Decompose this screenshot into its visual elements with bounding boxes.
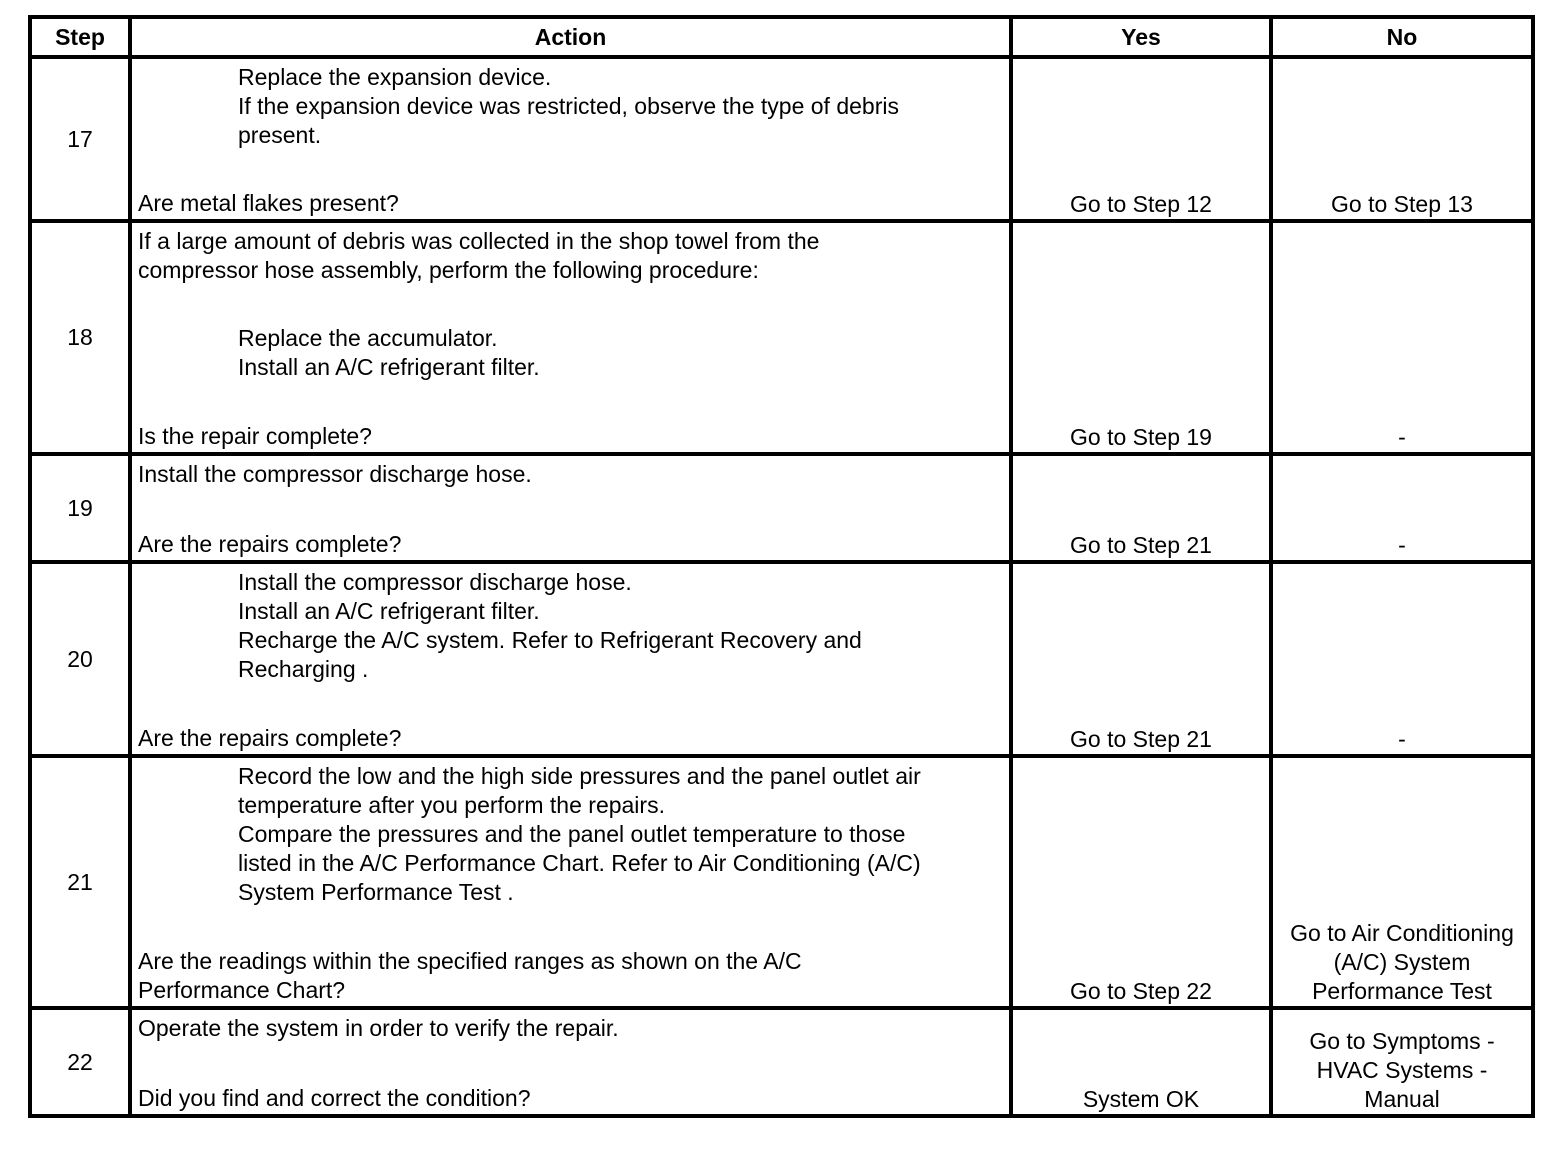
yes-result (1011, 221, 1271, 454)
yes-result (1011, 57, 1271, 221)
header-action: Action (130, 17, 1011, 57)
yes-result (1011, 1008, 1271, 1116)
header-row (30, 17, 1533, 57)
procedure-item: Replace the expansion device. (238, 64, 552, 90)
no-result (1271, 454, 1533, 562)
procedure-list (138, 762, 1003, 907)
yes-result (1011, 562, 1271, 756)
step-instruction: Operate the system in order to verify the repair. (138, 1015, 619, 1041)
action-cell (130, 1008, 1011, 1116)
header-step: Step (30, 17, 130, 57)
yes-result (1011, 756, 1271, 1008)
table-row (30, 562, 1533, 756)
step-question: Are metal flakes present? (138, 190, 399, 216)
yes-result-text: System OK (1082, 1086, 1200, 1112)
step-question: Are the readings within the specified ranges as shown on the A/C Performance Chart? (138, 948, 802, 1003)
yes-result-text: Go to Step 19 (1070, 424, 1212, 450)
table-row (30, 1008, 1533, 1116)
procedure-item: Install the compressor discharge hose. (238, 569, 632, 595)
no-result (1271, 756, 1533, 1008)
procedure-item: Compare the pressures and the panel outlet temperature to those listed in the A/C Performance Chart. Refer to Air Conditioning (A/C) System Performance Test . (238, 821, 921, 905)
procedure-list (138, 324, 1003, 382)
procedure-item: Record the low and the high side pressures and the panel outlet air temperature after you perform the repairs. (238, 763, 921, 818)
action-cell (130, 756, 1011, 1008)
step-question: Did you find and correct the condition? (138, 1085, 531, 1111)
step-number: 18 (30, 221, 130, 454)
yes-result-text: Go to Step 22 (1070, 978, 1212, 1004)
procedure-list (138, 568, 1003, 684)
step-instruction: If a large amount of debris was collected in the shop towel from the compressor hose assembly, perform the following procedure: (138, 228, 820, 283)
no-result-text: - (1398, 532, 1406, 558)
action-cell (130, 221, 1011, 454)
step-number: 17 (30, 57, 130, 221)
step-question: Are the repairs complete? (138, 531, 402, 557)
step-instruction: Install the compressor discharge hose. (138, 461, 532, 487)
procedure-item: Recharge the A/C system. Refer to Refrigerant Recovery and Recharging . (238, 627, 862, 682)
yes-result-text: Go to Step 21 (1070, 726, 1212, 752)
no-result-text: Go to Air Conditioning (A/C) System Performance Test (1290, 920, 1514, 1004)
step-number: 20 (30, 562, 130, 756)
no-result (1271, 221, 1533, 454)
no-result (1271, 1008, 1533, 1116)
procedure-item: If the expansion device was restricted, observe the type of debris present. (238, 93, 899, 148)
procedure-item: Install an A/C refrigerant filter. (238, 598, 540, 624)
table-row (30, 57, 1533, 221)
step-number: 19 (30, 454, 130, 562)
action-cell (130, 454, 1011, 562)
diagnostic-table (28, 15, 1535, 1118)
header-no: No (1271, 17, 1533, 57)
step-number: 21 (30, 756, 130, 1008)
table-row (30, 221, 1533, 454)
procedure-list (138, 63, 1003, 150)
table-row (30, 756, 1533, 1008)
procedure-item: Install an A/C refrigerant filter. (238, 354, 540, 380)
step-number: 22 (30, 1008, 130, 1116)
step-question: Are the repairs complete? (138, 725, 402, 751)
action-cell (130, 57, 1011, 221)
action-cell (130, 562, 1011, 756)
no-result (1271, 57, 1533, 221)
step-question: Is the repair complete? (138, 423, 372, 449)
no-result-text: - (1398, 726, 1406, 752)
yes-result-text: Go to Step 21 (1070, 532, 1212, 558)
no-result (1271, 562, 1533, 756)
procedure-item: Replace the accumulator. (238, 325, 498, 351)
no-result-text: Go to Step 13 (1331, 191, 1473, 217)
yes-result-text: Go to Step 12 (1070, 191, 1212, 217)
yes-result (1011, 454, 1271, 562)
no-result-text: - (1398, 424, 1406, 450)
table-row (30, 454, 1533, 562)
no-result-text: Go to Symptoms - HVAC Systems - Manual (1309, 1028, 1495, 1112)
header-yes: Yes (1011, 17, 1271, 57)
